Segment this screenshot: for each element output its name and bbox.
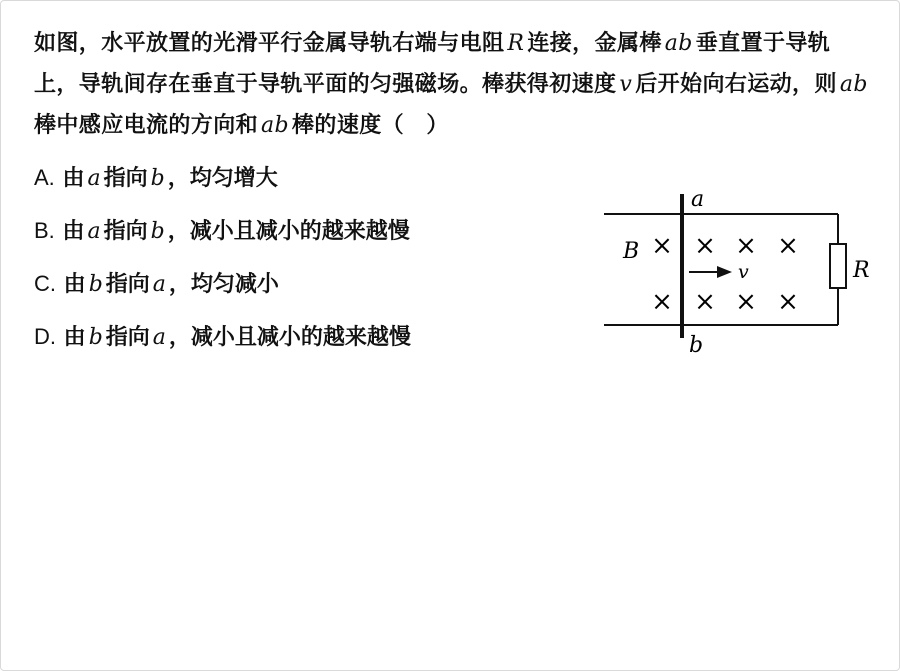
- label-a: a: [691, 187, 705, 212]
- var-rod: ab: [664, 31, 693, 56]
- option-text: 指向: [103, 166, 148, 191]
- option-text: 由: [62, 166, 85, 191]
- label-b: b: [689, 333, 704, 358]
- var-resistor: R: [507, 31, 525, 56]
- label-field-B: B: [623, 239, 640, 264]
- circuit-figure: [601, 186, 881, 365]
- option-var: b: [88, 325, 103, 350]
- option-a[interactable]: [34, 159, 411, 212]
- option-text: 由: [62, 219, 85, 244]
- option-letter: C.: [34, 271, 56, 296]
- var-rod: ab: [839, 72, 868, 97]
- option-var: b: [150, 219, 165, 244]
- option-text: ，减小且减小的越来越慢: [168, 325, 411, 350]
- option-var: a: [87, 166, 101, 191]
- question-segment: 棒中感应电流的方向和: [34, 113, 259, 138]
- option-text: ，减小且减小的越来越慢: [167, 219, 410, 244]
- resistor: [830, 244, 846, 288]
- field-cross: ×: [651, 287, 673, 317]
- option-text: 指向: [105, 272, 150, 297]
- option-c[interactable]: [34, 265, 411, 318]
- circuit-diagram: [601, 186, 881, 361]
- option-letter: A.: [34, 165, 55, 190]
- question-segment: 棒的速度（ ）: [292, 113, 449, 138]
- field-cross: ×: [694, 231, 716, 261]
- field-cross: ×: [694, 287, 716, 317]
- question-segment: 后开始向右运动，则: [635, 72, 837, 97]
- field-cross: ×: [735, 231, 757, 261]
- answer-options: [34, 159, 411, 371]
- question-text: [34, 23, 874, 146]
- label-velocity: v: [738, 261, 749, 283]
- option-text: 指向: [103, 219, 148, 244]
- option-text: ，均匀减小: [168, 272, 279, 297]
- option-var: a: [87, 219, 101, 244]
- option-text: 由: [63, 325, 86, 350]
- option-var: a: [152, 325, 166, 350]
- option-letter: B.: [34, 218, 55, 243]
- option-text: 由: [63, 272, 86, 297]
- var-rod: ab: [261, 113, 290, 138]
- option-var: b: [150, 166, 165, 191]
- field-cross: ×: [735, 287, 757, 317]
- option-var: b: [88, 272, 103, 297]
- question-segment: 连接，金属棒: [527, 31, 662, 56]
- option-text: ，均匀增大: [167, 166, 278, 191]
- option-text: 指向: [105, 325, 150, 350]
- option-var: a: [152, 272, 166, 297]
- option-b[interactable]: [34, 212, 411, 265]
- option-d[interactable]: [34, 318, 411, 371]
- field-cross: ×: [651, 231, 673, 261]
- field-cross: ×: [777, 287, 799, 317]
- velocity-arrowhead: [717, 266, 732, 278]
- label-resistor-R: R: [853, 258, 870, 283]
- question-segment: 如图，水平放置的光滑平行金属导轨右端与电阻: [34, 31, 505, 56]
- question-segment: 垂直置于导轨上，导轨间存在垂直于导轨平面的匀强磁场。棒获得初速度: [34, 31, 831, 97]
- field-cross: ×: [777, 231, 799, 261]
- var-velocity: v: [619, 72, 633, 97]
- option-letter: D.: [34, 324, 56, 349]
